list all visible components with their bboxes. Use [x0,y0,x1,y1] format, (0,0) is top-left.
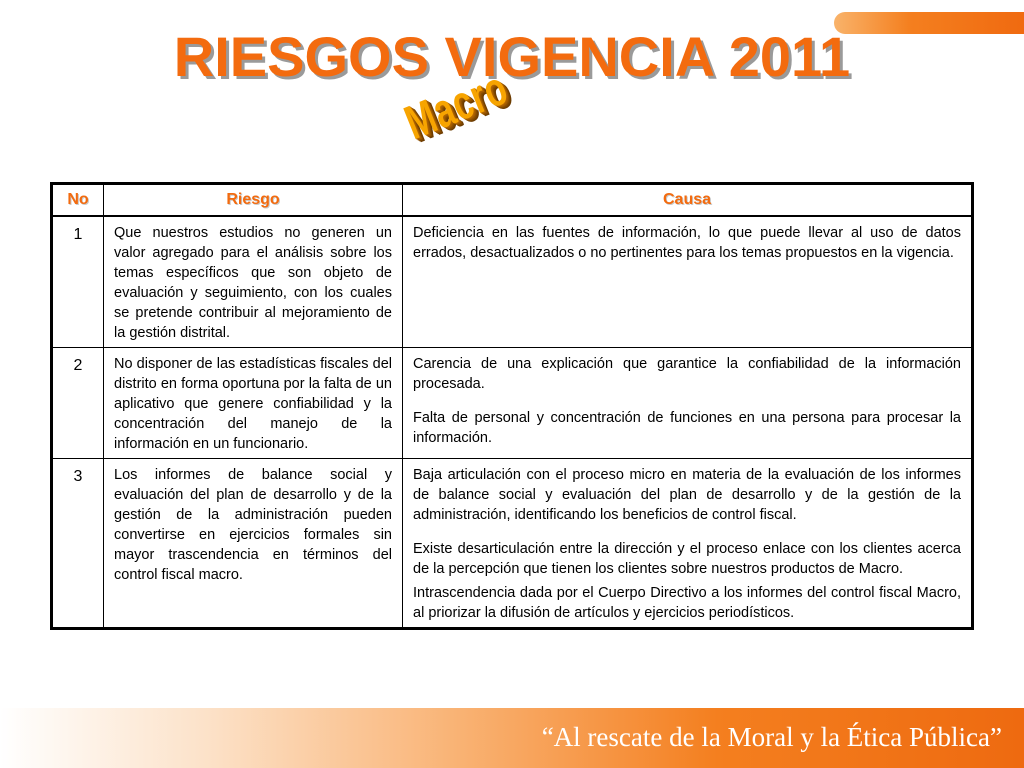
row-number: 3 [52,459,104,629]
table-header-row [52,184,973,217]
slide-title: RIESGOS VIGENCIA 2011 [173,25,851,88]
header-riesgo: Riesgo [104,184,403,217]
header-causa: Causa [403,184,973,217]
footer-bar [0,708,1024,768]
row-number: 2 [52,348,104,459]
table-row [52,216,973,348]
causa-paragraph: Baja articulación con el proceso micro en materia de la evaluación de los informes de balance social y evaluación del plan de desarrollo y de la gestión de la administración, identificando los beneficios de control fiscal. [413,467,961,523]
causa-cell [403,348,973,459]
causa-cell [403,459,973,629]
table-row [52,348,973,459]
risk-table [50,182,974,630]
header-no: No [52,184,104,217]
causa-paragraph: Deficiencia en las fuentes de información, lo que puede llevar al uso de datos errados, desactualizados o no pertinentes para los temas propuestos en la vigencia. [413,225,961,261]
causa-paragraph: Existe desarticulación entre la dirección y el proceso enlace con los clientes acerca de la percepción que tienen los clientes sobre nuestros productos de Macro. [413,541,961,577]
riesgo-cell: Los informes de balance social y evaluación del plan de desarrollo y de la gestión de la administración pueden convertirse en ejercicios formales sin mayor trascendencia en términos del control fiscal macro. [104,459,403,629]
riesgo-cell: No disponer de las estadísticas fiscales del distrito en forma oportuna por la falta de un aplicativo que genere confiabilidad y la concentración del manejo de la información en un funcionario. [104,348,403,459]
causa-paragraph: Falta de personal y concentración de funciones en una persona para procesar la información. [413,410,961,446]
causa-paragraph: Carencia de una explicación que garantice la confiabilidad de la información procesada. [413,356,961,392]
causa-cell [403,216,973,348]
footer-slogan: “Al rescate de la Moral y la Ética Pública” [541,722,1002,752]
macro-wordart: Macro [397,61,516,151]
table-row [52,459,973,629]
row-number: 1 [52,216,104,348]
riesgo-cell: Que nuestros estudios no generen un valor agregado para el análisis sobre los temas específicos que son objeto de evaluación y seguimiento, con los cuales se pretende contribuir al mejoramiento de la gestión distrital. [104,216,403,348]
causa-paragraph: Intrascendencia dada por el Cuerpo Directivo a los informes del control fiscal Macro, al priorizar la difusión de artículos y ejercicios periodísticos. [413,585,961,621]
